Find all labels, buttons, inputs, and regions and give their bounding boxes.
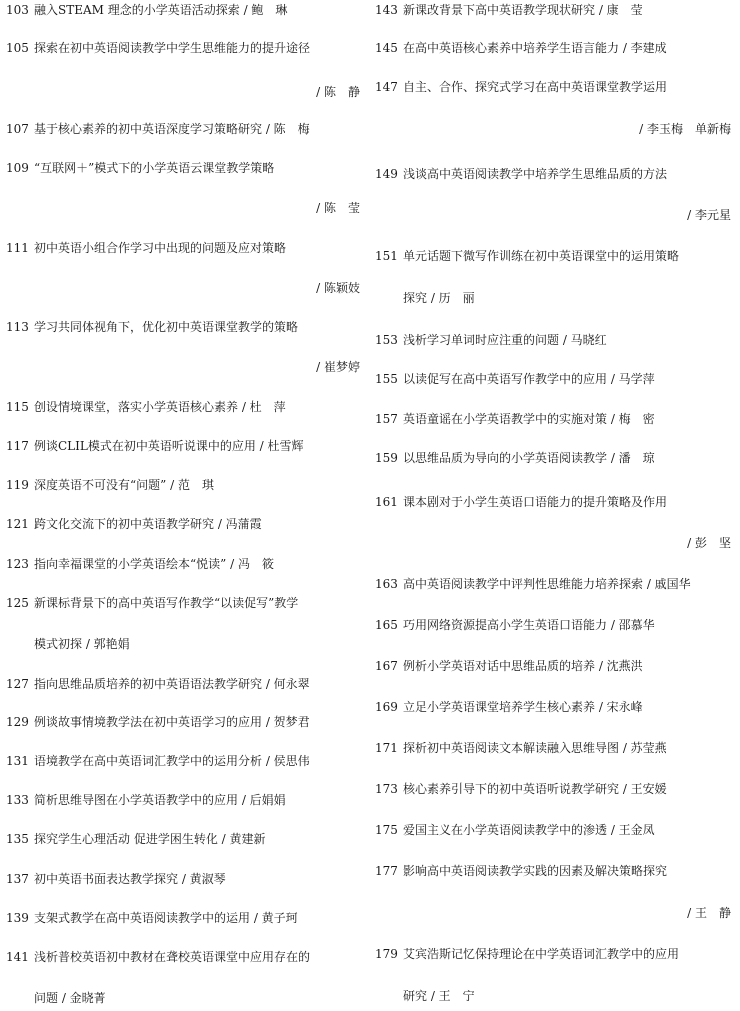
toc-entry-text: 影响高中英语阅读教学实践的因素及解决策略探究 [403, 864, 668, 878]
toc-page-number: 155 [375, 372, 398, 386]
toc-entry-text: 学习共同体视角下，优化初中英语课堂教学的策略 [34, 320, 299, 334]
toc-entry-text: 深度英语不可没有“问题” / 范 琪 [34, 478, 214, 492]
toc-entry [375, 658, 731, 674]
toc-page-number: 169 [375, 700, 398, 714]
toc-page-number: 107 [6, 122, 29, 136]
toc-page-number: 139 [6, 911, 29, 925]
toc-entry-text: 新课标背景下的高中英语写作教学“以读促写”教学 [34, 596, 299, 610]
toc-entry [6, 240, 360, 256]
toc-page-number: 141 [6, 950, 29, 964]
toc-entry [375, 740, 731, 756]
toc-entry-text: 语境教学在高中英语词汇教学中的运用分析 / 侯思伟 [34, 754, 310, 768]
toc-entry [6, 2, 360, 18]
toc-entry-text: 在高中英语核心素养中培养学生语言能力 / 李建成 [403, 41, 667, 55]
toc-entry-text: / 陈 莹 [316, 201, 360, 215]
toc-entry [375, 946, 731, 962]
toc-entry [6, 121, 360, 137]
toc-entry-text: 跨文化交流下的初中英语教学研究 / 冯蒲霞 [34, 517, 262, 531]
toc-page-number: 103 [6, 3, 29, 17]
toc-page-number: 129 [6, 715, 29, 729]
toc-entry-text: 爱国主义在小学英语阅读教学中的渗透 / 王金凤 [403, 823, 655, 837]
toc-entry-continuation [375, 121, 731, 137]
toc-entry [375, 781, 731, 797]
toc-entry-text: “互联网＋”模式下的小学英语云课堂教学策略 [34, 161, 275, 175]
toc-entry [375, 450, 731, 466]
toc-page-number: 163 [375, 577, 398, 591]
toc-entry-text: 探究 / 历 丽 [403, 291, 475, 305]
toc-entry [6, 438, 360, 454]
toc-entry-text: 融入STEAM 理念的小学英语活动探索 / 鲍 琳 [34, 3, 288, 17]
toc-entry [375, 411, 731, 427]
toc-entry-text: 课本剧对于小学生英语口语能力的提升策略及作用 [403, 495, 668, 509]
toc-entry-text: 浅析学习单词时应注重的问题 / 马晓红 [403, 333, 607, 347]
toc-entry-text: 例谈故事情境教学法在初中英语学习的应用 / 贺梦君 [34, 715, 310, 729]
toc-entry [375, 576, 731, 592]
toc-entry-text: 核心素养引导下的初中英语听说教学研究 / 王安媛 [403, 782, 667, 796]
toc-entry-text: 探索在初中英语阅读教学中学生思维能力的提升途径 [34, 41, 311, 55]
toc-page-number: 125 [6, 596, 29, 610]
toc-entry-continuation [6, 280, 360, 296]
toc-entry-continuation [6, 359, 360, 375]
toc-entry-text: 初中英语小组合作学习中出现的问题及应对策略 [34, 241, 287, 255]
toc-entry-text: 以读促写在高中英语写作教学中的应用 / 马学萍 [403, 372, 655, 386]
toc-entry-text: 探析初中英语阅读文本解读融入思维导图 / 苏莹燕 [403, 741, 667, 755]
toc-entry [6, 477, 360, 493]
toc-page-number: 159 [375, 451, 398, 465]
toc-entry [6, 714, 360, 730]
toc-page-number: 115 [6, 400, 29, 414]
toc-entry-continuation [375, 207, 731, 223]
toc-entry-text: / 彭 坚 [687, 536, 731, 550]
toc-entry-text: 英语童谣在小学英语教学中的实施对策 / 梅 密 [403, 412, 655, 426]
toc-page-number: 137 [6, 872, 29, 886]
toc-entry-text: / 陈 静 [316, 85, 360, 99]
toc-page-number: 171 [375, 741, 398, 755]
toc-entry-text: 基于核心素养的初中英语深度学习策略研究 / 陈 梅 [34, 122, 310, 136]
toc-entry-text: 指向思维品质培养的初中英语语法教学研究 / 何永翠 [34, 677, 310, 691]
toc-entry [6, 871, 360, 887]
toc-entry-continuation [6, 636, 360, 652]
toc-entry [375, 40, 731, 56]
toc-page-number: 151 [375, 249, 398, 263]
toc-page-number: 177 [375, 864, 398, 878]
toc-entry-text: 立足小学英语课堂培养学生核心素养 / 宋永峰 [403, 700, 643, 714]
toc-entry [6, 949, 360, 965]
toc-entry-continuation [375, 988, 731, 1004]
toc-entry [375, 617, 731, 633]
toc-entry [6, 516, 360, 532]
toc-entry-text: / 陈颖妓 [316, 281, 360, 295]
toc-entry-continuation [375, 290, 731, 306]
toc-entry-continuation [6, 990, 360, 1006]
toc-page-number: 153 [375, 333, 398, 347]
toc-entry-text: 指向幸福课堂的小学英语绘本“悦读” / 冯 筱 [34, 557, 274, 571]
toc-entry-text: / 崔梦婷 [316, 360, 360, 374]
toc-page-number: 131 [6, 754, 29, 768]
toc-entry-text: 支架式教学在高中英语阅读教学中的运用 / 黄子珂 [34, 911, 298, 925]
toc-page-number: 113 [6, 320, 29, 334]
toc-entry-text: / 李元星 [687, 208, 731, 222]
toc-page-number: 167 [375, 659, 398, 673]
toc-entry-text: 初中英语书面表达教学探究 / 黄淑琴 [34, 872, 226, 886]
toc-entry-text: 问题 / 金晓菁 [34, 991, 106, 1005]
toc-entry-text: 新课改背景下高中英语教学现状研究 / 康 莹 [403, 3, 643, 17]
toc-page-number: 175 [375, 823, 398, 837]
toc-entry [375, 166, 731, 182]
toc-page-number: 145 [375, 41, 398, 55]
toc-entry [6, 595, 360, 611]
toc-page-number: 123 [6, 557, 29, 571]
toc-entry [375, 332, 731, 348]
toc-entry-text: 研究 / 王 宁 [403, 989, 475, 1003]
toc-page-number: 173 [375, 782, 398, 796]
toc-page-number: 165 [375, 618, 398, 632]
toc-page-number: 143 [375, 3, 398, 17]
toc-entry [375, 371, 731, 387]
toc-entry [6, 399, 360, 415]
toc-entry [6, 676, 360, 692]
toc-entry-text: 例析小学英语对话中思维品质的培养 / 沈燕洪 [403, 659, 643, 673]
toc-entry-text: 例谈CLIL模式在初中英语听说课中的应用 / 杜雪辉 [34, 439, 304, 453]
toc-page-number: 121 [6, 517, 29, 531]
toc-entry [6, 319, 360, 335]
toc-entry-continuation [375, 535, 731, 551]
toc-entry-text: 探究学生心理活动 促进学困生转化 / 黄建新 [34, 832, 266, 846]
toc-entry-text: 以思维品质为导向的小学英语阅读教学 / 潘 琼 [403, 451, 655, 465]
toc-page-number: 135 [6, 832, 29, 846]
toc-entry [375, 494, 731, 510]
toc-entry [375, 863, 731, 879]
toc-entry-continuation [6, 200, 360, 216]
toc-page-number: 133 [6, 793, 29, 807]
toc-entry-text: 单元话题下微写作训练在初中英语课堂中的运用策略 [403, 249, 680, 263]
toc-page-number: 179 [375, 947, 398, 961]
toc-entry [6, 753, 360, 769]
toc-page-number: 149 [375, 167, 398, 181]
toc-entry-text: / 李玉梅 单新梅 [639, 122, 731, 136]
toc-entry-text: 高中英语阅读教学中评判性思维能力培养探索 / 戚国华 [403, 577, 691, 591]
toc-page-number: 147 [375, 80, 398, 94]
toc-page-number: 127 [6, 677, 29, 691]
toc-entry-continuation [375, 905, 731, 921]
toc-entry [6, 831, 360, 847]
toc-entry-text: 浅析普校英语初中教材在聋校英语课堂中应用存在的 [34, 950, 311, 964]
toc-entry [375, 79, 731, 95]
toc-page-number: 111 [6, 241, 29, 255]
toc-entry [375, 2, 731, 18]
toc-entry-text: 自主、合作、探究式学习在高中英语课堂教学运用 [403, 80, 668, 94]
toc-page-number: 157 [375, 412, 398, 426]
toc-page-number: 117 [6, 439, 29, 453]
toc-entry [375, 699, 731, 715]
toc-entry-text: 浅谈高中英语阅读教学中培养学生思维品质的方法 [403, 167, 668, 181]
toc-entry [6, 160, 360, 176]
toc-entry-continuation [6, 84, 360, 100]
toc-entry-text: 巧用网络资源提高小学生英语口语能力 / 邵慕华 [403, 618, 655, 632]
toc-page-number: 105 [6, 41, 29, 55]
toc-page-number: 119 [6, 478, 29, 492]
toc-entry-text: 简析思维导图在小学英语教学中的应用 / 后娟娟 [34, 793, 286, 807]
toc-entry-text: 艾宾浩斯记忆保持理论在中学英语词汇教学中的应用 [403, 947, 680, 961]
toc-page-number: 109 [6, 161, 29, 175]
toc-entry-text: / 王 静 [687, 906, 731, 920]
toc-page-number: 161 [375, 495, 398, 509]
toc-entry [6, 792, 360, 808]
toc-entry [6, 40, 360, 56]
toc-entry [375, 822, 731, 838]
toc-entry [6, 556, 360, 572]
toc-entry-text: 创设情境课堂，落实小学英语核心素养 / 杜 萍 [34, 400, 286, 414]
toc-entry-text: 模式初探 / 郭艳娟 [34, 637, 130, 651]
toc-entry [375, 248, 731, 264]
toc-entry [6, 910, 360, 926]
